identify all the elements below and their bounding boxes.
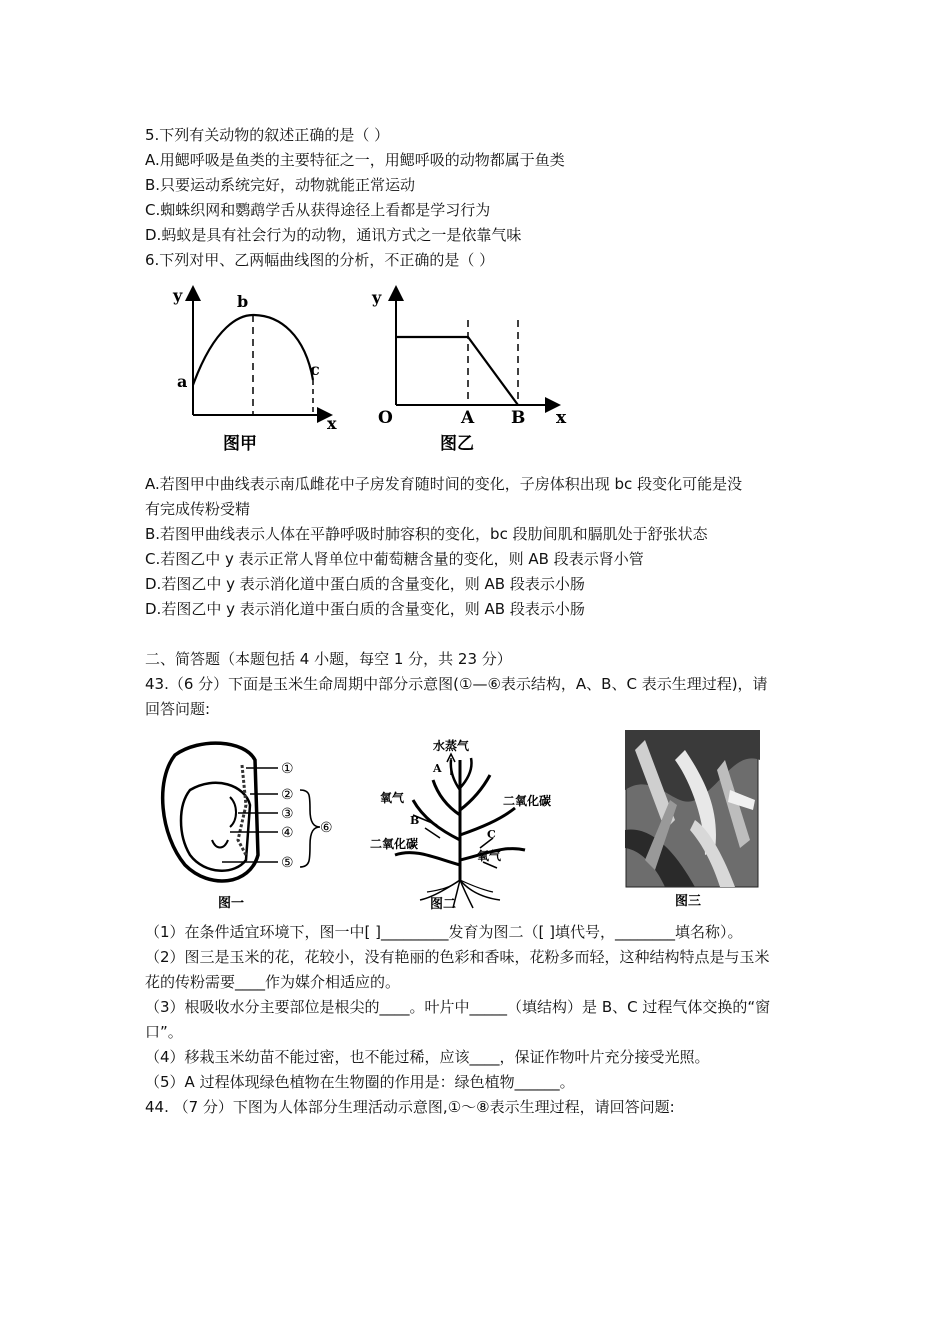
q43-stem-line1: 43.（6 分）下面是玉米生命周期中部分示意图(①—⑥表示结构，A、B、C 表示生理过程)，请 [145, 675, 768, 693]
label-A: A [461, 408, 475, 428]
label-5: ⑤ [281, 855, 294, 871]
label-x: x [327, 414, 337, 433]
q43-part3-line2: 口”。 [145, 1023, 183, 1041]
label-o: O [378, 408, 393, 428]
q43-part3-line1: （3）根吸收水分主要部位是根尖的____。叶片中_____（填结构）是 B、C 过程气体交换的“窗 [145, 998, 771, 1016]
q5-option-b: B.只要运动系统完好，动物就能正常运动 [145, 176, 416, 194]
q43-part5: （5）A 过程体现绿色植物在生物圈的作用是：绿色植物______。 [145, 1073, 575, 1091]
label-co2-right: 二氧化碳 [503, 794, 552, 808]
label-co2-left: 二氧化碳 [370, 837, 419, 851]
label-oxygen-bottom: 氧气 [477, 849, 502, 863]
label-3: ③ [281, 806, 294, 822]
caption-fig2: 图二 [430, 897, 457, 912]
q5-option-d: D.蚂蚁是具有社会行为的动物，通讯方式之一是依靠气味 [145, 226, 522, 244]
caption-yi: 图乙 [440, 434, 474, 454]
figure-jia-curve [165, 285, 350, 460]
label-b: b [237, 292, 249, 311]
q6-option-c: C.若图乙中 y 表示正常人肾单位中葡萄糖含量的变化，则 AB 段表示肾小管 [145, 550, 644, 568]
q6-option-d-repeat: D.若图乙中 y 表示消化道中蛋白质的含量变化，则 AB 段表示小肠 [145, 600, 585, 618]
q44-stem: 44. （7 分）下图为人体部分生理活动示意图,①～⑧表示生理过程，请回答问题: [145, 1098, 675, 1116]
figure-yi-curve [368, 285, 578, 460]
caption-jia: 图甲 [223, 434, 257, 454]
label-process-b: B [410, 814, 420, 827]
cotyledon-band [238, 765, 246, 855]
q5-option-c: C.蜘蛛织网和鹦鹉学舌从获得途径上看都是学习行为 [145, 201, 491, 219]
q43-part4: （4）移栽玉米幼苗不能过密，也不能过稀，应该____，保证作物叶片充分接受光照。 [145, 1048, 710, 1066]
label-4: ④ [281, 825, 294, 841]
caption-fig1: 图一 [218, 896, 245, 911]
curve [193, 315, 313, 385]
q6-option-b: B.若图甲曲线表示人体在平静呼吸时肺容积的变化，bc 段肋间肌和膈肌处于舒张状态 [145, 525, 708, 543]
label-c: c [310, 360, 320, 379]
figure-1-corn-seed [150, 735, 340, 915]
plumule [230, 797, 236, 827]
q5-option-a: A.用鳃呼吸是鱼类的主要特征之一，用鳃呼吸的动物都属于鱼类 [145, 151, 565, 169]
label-y: y [173, 286, 183, 305]
brace [300, 790, 320, 867]
q43-part2-line2: 花的传粉需要____作为媒介相适应的。 [145, 973, 401, 991]
q6-option-d: D.若图乙中 y 表示消化道中蛋白质的含量变化，则 AB 段表示小肠 [145, 575, 585, 593]
label-6: ⑥ [320, 820, 333, 836]
q5-stem: 5.下列有关动物的叙述正确的是（ ） [145, 126, 390, 144]
label-water-vapor: 水蒸气 [433, 739, 470, 753]
label-process-c: C [487, 828, 496, 841]
q6-option-a-line2: 有完成传粉受精 [145, 500, 251, 518]
q6-stem: 6.下列对甲、乙两幅曲线图的分析，不正确的是（ ） [145, 251, 495, 269]
label-x: x [556, 408, 567, 428]
figure-2-corn-plant [365, 730, 580, 915]
figure-3-corn-flower-photo [625, 730, 760, 910]
label-2: ② [281, 787, 294, 803]
label-oxygen-left: 氧气 [380, 791, 405, 805]
caption-fig3: 图三 [675, 894, 702, 909]
radicle [212, 840, 228, 848]
label-process-a: A [433, 762, 442, 775]
curve [396, 337, 518, 405]
section-2-title: 二、简答题（本题包括 4 小题，每空 1 分，共 23 分） [145, 650, 512, 668]
q43-part1: （1）在条件适宜环境下，图一中[ ]_________发育为图二（[ ]填代号，________填名称）。 [145, 923, 743, 941]
q43-part2-line1: （2）图三是玉米的花，花较小，没有艳丽的色彩和香味，花粉多而轻，这种结构特点是与玉米 [145, 948, 770, 966]
label-1: ① [281, 761, 294, 777]
label-B: B [511, 408, 526, 428]
label-y: y [372, 288, 382, 307]
q6-option-a-line1: A.若图甲中曲线表示南瓜雌花中子房发育随时间的变化，子房体积出现 bc 段变化可能是没 [145, 475, 743, 493]
label-a: a [177, 372, 188, 391]
q43-stem-line2: 回答问题: [145, 700, 211, 718]
